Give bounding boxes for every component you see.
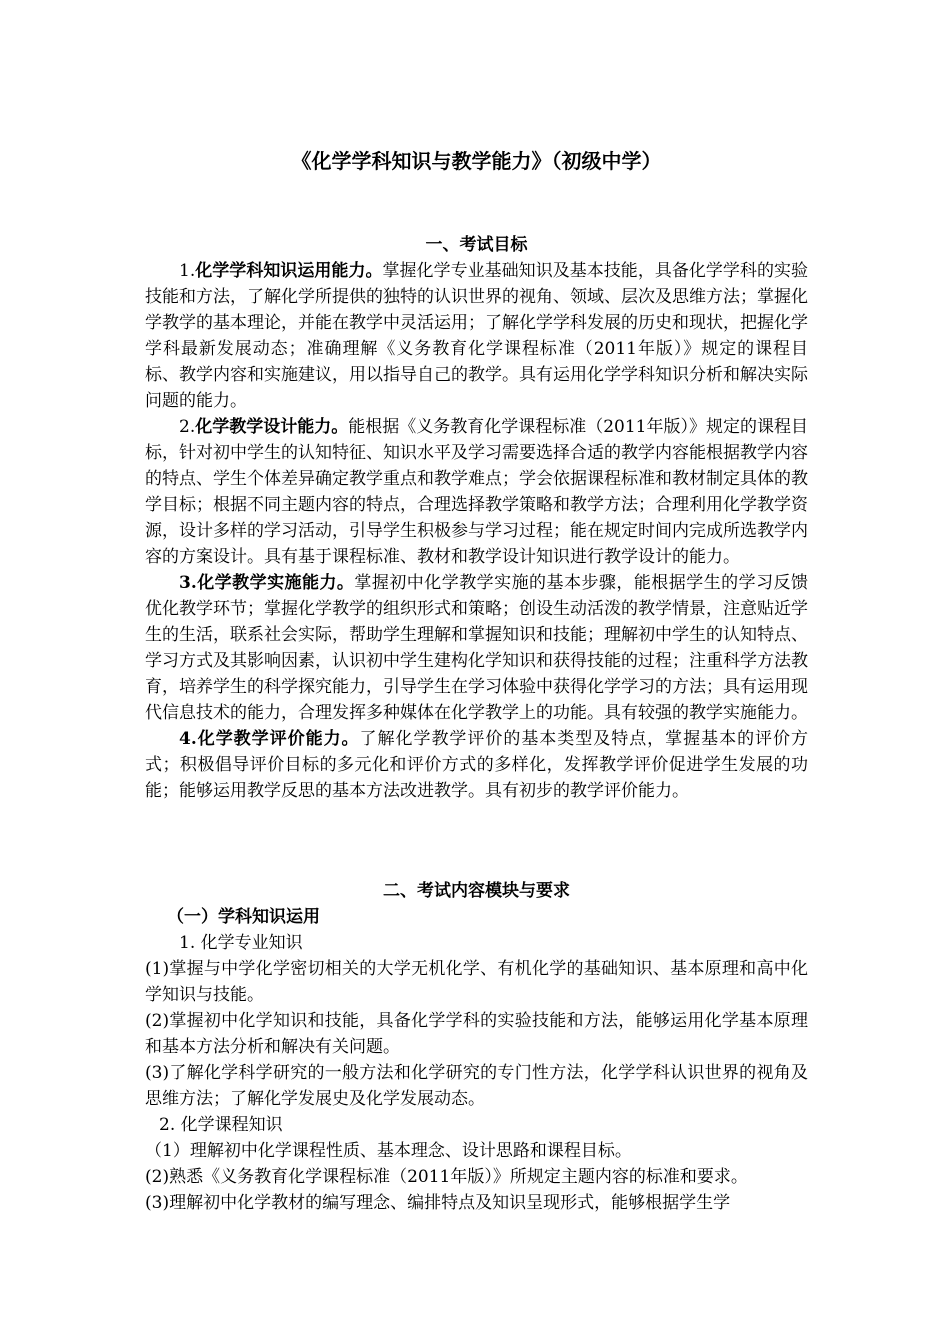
section-exam-objectives — [145, 232, 808, 804]
knowledge-item-3: (3)了解化学科学研究的一般方法和化学研究的专门性方法，化学学科认识世界的视角及思维方法；了解化学发展史及化学发展动态。 — [145, 1063, 808, 1109]
item-text: 能根据《义务教育化学课程标准（2011年版）》规定的课程目标，针对初中学生的认知特征、知识水平及学习需要选择合适的教学内容能根据教学内容的特点、学生个体差异确定教学重点和教学难点；学会依据课程标准和教材制定具体的教学目标；根据不同主题内容的特点，合理选择教学策略和教学方法；合理利用化学教学资源，设计多样的学习活动，引导学生积极参与学习过程；能在规定时间内完成所选教学内容的方案设计。具有基于课程标准、教材和教学设计知识进行教学设计的能力。 — [145, 417, 808, 567]
section-heading: 一、考试目标 — [425, 235, 528, 255]
item-text: 了解化学教学评价的基本类型及特点，掌握基本的评价方式；积极倡导评价目标的多元化和评价方式的多样化，发挥教学评价促进学生发展的功能；能够运用教学反思的基本方法改进教学。具有初步的教学评价能力。 — [145, 729, 809, 801]
section-exam-content — [145, 878, 808, 1216]
curriculum-item-2: (2)熟悉《义务教育化学课程标准（2011年版）》所规定主题内容的标准和要求。 — [145, 1167, 748, 1187]
objective-item-3 — [145, 570, 808, 726]
item-text: 掌握初中化学教学实施的基本步骤，能根据学生的学习反馈优化教学环节；掌握化学教学的组织形式和策略；创设生动活泼的教学情景，注意贴近学生的生活，联系社会实际，帮助学生理解和掌握知识和技能；理解初中学生的认知特点、学习方式及其影响因素，认识初中学生建构化学知识和获得技能的过程；注重科学方法教育，培养学生的科学探究能力，引导学生在学习体验中获得化学学习的方法；具有运用现代信息技术的能力，合理发挥多种媒体在化学教学上的功能。具有较强的教学实施能力。 — [145, 573, 809, 723]
item-number: 1. — [179, 261, 196, 281]
curriculum-item-1: （1）理解初中化学课程性质、基本理念、设计思路和课程目标。 — [145, 1141, 632, 1161]
document-page — [145, 0, 808, 1344]
knowledge-item-2: (2)掌握初中化学知识和技能，具备化学学科的实验技能和方法，能够运用化学基本原理和基本方法分析和解决有关问题。 — [145, 1011, 808, 1057]
objective-item-2 — [145, 414, 808, 570]
item-text: 掌握化学专业基础知识及基本技能，具备化学学科的实验技能和方法，了解化学所提供的独特的认识世界的视角、领域、层次及思维方法；掌握化学教学的基本理论，并能在教学中灵活运用；了解化学学科发展的历史和现状，把握化学学科最新发展动态；准确理解《义务教育化学课程标准（2011年版）》规定的课程目标、教学内容和实施建议，用以指导自己的教学。具有运用化学学科知识分析和解决实际问题的能力。 — [145, 261, 809, 411]
item-number: 3. — [179, 573, 197, 593]
document-title: 《化学学科知识与教学能力》（初级中学） — [291, 149, 662, 173]
item-number: 4. — [179, 729, 197, 749]
subsection-heading: （一）学科知识运用 — [167, 907, 320, 927]
topic-heading-chemistry-knowledge: 1. 化学专业知识 — [179, 933, 303, 953]
objective-item-4 — [145, 726, 808, 804]
item-label: 化学学科知识运用能力。 — [195, 261, 383, 281]
item-label: 化学教学设计能力。 — [195, 417, 349, 437]
topic-heading-curriculum-knowledge: 2. 化学课程知识 — [159, 1115, 283, 1135]
item-label: 化学教学评价能力。 — [196, 729, 360, 749]
objective-item-1 — [145, 258, 808, 414]
curriculum-item-3: (3)理解初中化学教材的编写理念、编排特点及知识呈现形式，能够根据学生学 — [145, 1193, 731, 1213]
section-heading: 二、考试内容模块与要求 — [383, 881, 570, 901]
item-number: 2. — [179, 417, 196, 437]
knowledge-item-1: (1)掌握与中学化学密切相关的大学无机化学、有机化学的基础知识、基本原理和高中化学知识与技能。 — [145, 959, 808, 1005]
item-label: 化学教学实施能力。 — [196, 573, 355, 593]
